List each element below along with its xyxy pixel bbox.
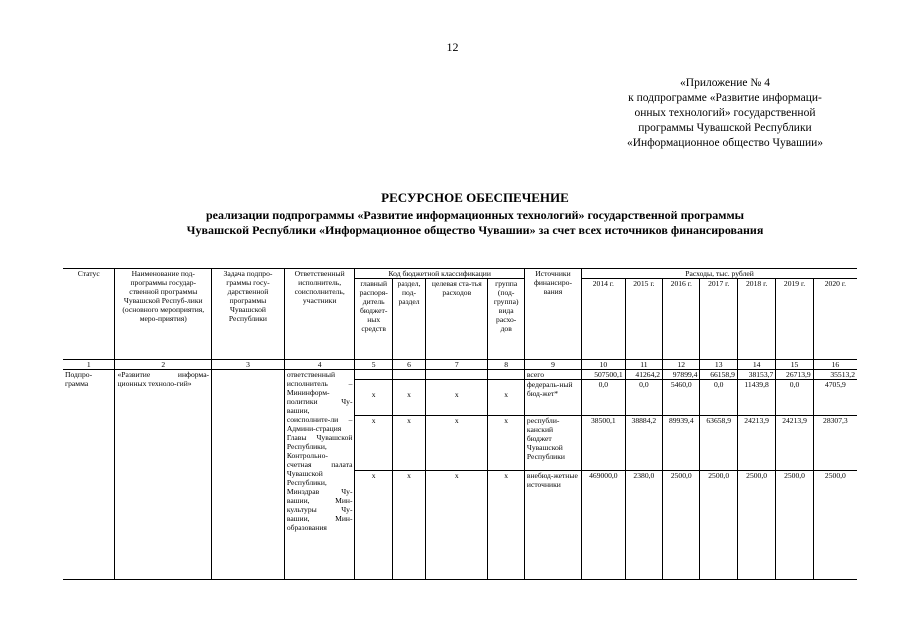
cell-value: 41264,2 [625, 370, 662, 380]
column-number: 4 [284, 360, 355, 370]
header-name: Наименование под-программы государ-ственной программы Чувашской Респуб-лики (основного мероприятия, меро-приятия) [115, 269, 212, 360]
header-year: 2018 г. [737, 279, 775, 360]
cell-code-section: x [392, 416, 425, 471]
cell-value: 2500,0 [663, 471, 700, 580]
cell-value: 28307,3 [813, 416, 857, 471]
column-number: 3 [212, 360, 285, 370]
cell-value: 0,0 [776, 380, 813, 416]
cell-value: 2500,0 [737, 471, 775, 580]
cell-value: 2380,0 [625, 471, 662, 580]
cell-code-group [488, 370, 524, 380]
column-number: 13 [700, 360, 737, 370]
column-number: 7 [426, 360, 488, 370]
column-number: 10 [582, 360, 626, 370]
cell-code-target: x [426, 471, 488, 580]
cell-code-grbs: x [355, 380, 392, 416]
column-number: 14 [737, 360, 775, 370]
header-year: 2019 г. [776, 279, 813, 360]
cell-value: 0,0 [625, 380, 662, 416]
title-heading: РЕСУРСНОЕ ОБЕСПЕЧЕНИЕ [381, 190, 569, 205]
header-grbs: главный распоря-дитель бюджет-ных средств [355, 279, 392, 360]
cell-value: 2500,0 [813, 471, 857, 580]
cell-code-group: x [488, 416, 524, 471]
page-number: 12 [446, 40, 459, 54]
cell-code-section: x [392, 380, 425, 416]
appendix-line: онных технологий» государственной [634, 107, 816, 119]
cell-value: 5460,0 [663, 380, 700, 416]
appendix-line: программы Чувашской Республики [638, 122, 812, 134]
cell-value: 24213,9 [776, 416, 813, 471]
column-number: 16 [813, 360, 857, 370]
cell-source: федераль-ный бюд-жет* [524, 380, 581, 416]
cell-code-grbs: x [355, 471, 392, 580]
column-number: 15 [776, 360, 813, 370]
header-year: 2016 г. [663, 279, 700, 360]
cell-code-target: x [426, 416, 488, 471]
cell-value: 38500,1 [582, 416, 626, 471]
column-number: 5 [355, 360, 392, 370]
cell-name: «Развитие информа-ционных техноло-гий» [115, 370, 212, 580]
cell-value: 97899,4 [663, 370, 700, 380]
cell-value: 11439,8 [737, 380, 775, 416]
cell-code-group: x [488, 380, 524, 416]
cell-value: 0,0 [582, 380, 626, 416]
header-responsible: Ответственный исполнитель, соисполнитель, участники [284, 269, 355, 360]
cell-value: 4705,9 [813, 380, 857, 416]
cell-value: 38884,2 [625, 416, 662, 471]
appendix-note [560, 76, 890, 151]
cell-code-section: x [392, 471, 425, 580]
cell-source: республи-канский бюджет Чувашской Республики [524, 416, 581, 471]
column-number: 2 [115, 360, 212, 370]
appendix-line: к подпрограмме «Развитие информаци- [628, 92, 822, 104]
cell-value: 2500,0 [776, 471, 813, 580]
cell-code-section [392, 370, 425, 380]
cell-source: всего [524, 370, 581, 380]
header-sources: Источники финансиро-вания [524, 269, 581, 360]
header-expenses: Расходы, тыс. рублей [582, 269, 857, 279]
cell-value: 469000,0 [582, 471, 626, 580]
cell-source: внебюд-жетные источники [524, 471, 581, 580]
column-number: 11 [625, 360, 662, 370]
column-number: 1 [63, 360, 115, 370]
cell-value: 507500,1 [582, 370, 626, 380]
header-year: 2014 г. [582, 279, 626, 360]
cell-code-target [426, 370, 488, 380]
cell-responsible: ответственный исполнитель – Мининформ-политики Чу-вашии, соисполните-ли – Админи-страция Главы Чувашской Республики, Контрольно-счетная палата Чувашской Республики, Минздрав Чу-вашии, Мин-культуры Чу-вашии, Мин-образования [284, 370, 355, 580]
cell-value: 38153,7 [737, 370, 775, 380]
header-year: 2020 г. [813, 279, 857, 360]
cell-value: 24213,9 [737, 416, 775, 471]
document-title [60, 190, 890, 238]
header-group: группа (под-группа) вида расхо-дов [488, 279, 524, 360]
cell-value: 0,0 [700, 380, 737, 416]
cell-value: 89939,4 [663, 416, 700, 471]
header-task: Задача подпро-граммы госу-дарственной программы Чувашской Республики [212, 269, 285, 360]
cell-code-grbs [355, 370, 392, 380]
appendix-line: «Приложение № 4 [680, 77, 770, 89]
title-line-2: Чувашской Республики «Информационное общество Чувашии» за счет всех источников финансирования [186, 223, 764, 237]
appendix-line: «Информационное общество Чувашии» [627, 137, 823, 149]
cell-value: 66158,9 [700, 370, 737, 380]
resource-table [63, 268, 857, 580]
cell-code-grbs: x [355, 416, 392, 471]
header-budget-code: Код бюджетной классификации [355, 269, 524, 279]
header-status: Статус [63, 269, 115, 360]
cell-status: Подпро-грамма [63, 370, 115, 580]
column-number: 9 [524, 360, 581, 370]
column-number: 12 [663, 360, 700, 370]
header-year: 2017 г. [700, 279, 737, 360]
cell-value: 35513,2 [813, 370, 857, 380]
title-line-1: реализации подпрограммы «Развитие информационных технологий» государственной программы [205, 208, 745, 222]
header-section: раздел, под-раздел [392, 279, 425, 360]
cell-value: 26713,9 [776, 370, 813, 380]
column-number: 6 [392, 360, 425, 370]
header-target: целевая ста-тья расходов [426, 279, 488, 360]
cell-value: 2500,0 [700, 471, 737, 580]
cell-code-group: x [488, 471, 524, 580]
column-number: 8 [488, 360, 524, 370]
cell-code-target: x [426, 380, 488, 416]
cell-value: 63658,9 [700, 416, 737, 471]
header-year: 2015 г. [625, 279, 662, 360]
cell-task [212, 370, 285, 580]
